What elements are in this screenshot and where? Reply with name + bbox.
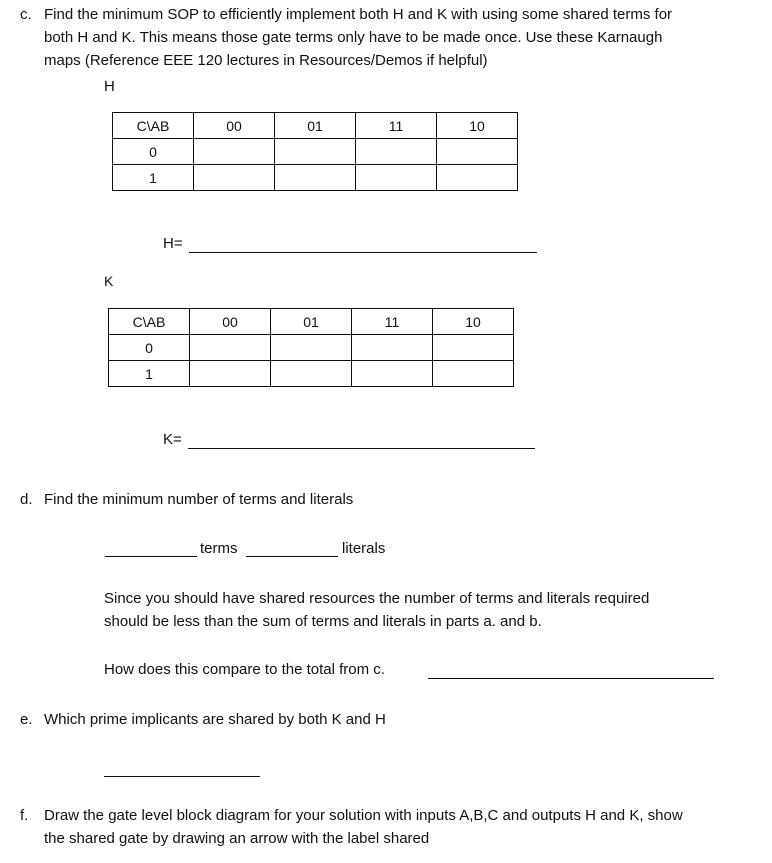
k-map-row-1: [109, 361, 514, 387]
k-map-corner: C\AB: [109, 309, 190, 335]
h-map-cell[interactable]: [194, 139, 275, 165]
k-map-row-label-1: 1: [109, 361, 190, 387]
terms-blank[interactable]: [105, 556, 197, 557]
compare-blank[interactable]: [428, 678, 714, 679]
h-map-cell[interactable]: [275, 139, 356, 165]
part-d-question: Find the minimum number of terms and literals: [44, 491, 354, 508]
h-map-row-1: [113, 165, 518, 191]
h-map-row-label-0: 0: [113, 139, 194, 165]
h-map-cell[interactable]: [194, 165, 275, 191]
part-d-note-line-2: should be less than the sum of terms and literals in parts a. and b.: [104, 613, 542, 630]
part-c-line-2: both H and K. This means those gate terms only have to be made once. Use these Karnaugh: [44, 29, 663, 46]
k-answer-blank[interactable]: [188, 448, 535, 449]
h-map-col-11: 11: [356, 113, 437, 139]
h-answer-label: H=: [163, 235, 183, 252]
part-f-letter: f.: [20, 807, 29, 824]
k-map-cell[interactable]: [190, 361, 271, 387]
k-map-cell[interactable]: [190, 335, 271, 361]
h-map-cell[interactable]: [437, 165, 518, 191]
h-map-col-00: 00: [194, 113, 275, 139]
part-c-letter: c.: [20, 6, 32, 23]
k-map-col-11: 11: [352, 309, 433, 335]
k-map-cell[interactable]: [352, 361, 433, 387]
h-map-cell[interactable]: [437, 139, 518, 165]
k-map-cell[interactable]: [433, 361, 514, 387]
k-answer-label: K=: [163, 431, 182, 448]
k-karnaugh-map: [108, 308, 514, 387]
part-e-letter: e.: [20, 711, 33, 728]
literals-blank[interactable]: [246, 556, 338, 557]
part-c-line-1: Find the minimum SOP to efficiently implement both H and K with using some shared terms for: [44, 6, 673, 23]
k-map-row-label-0: 0: [109, 335, 190, 361]
h-answer-blank[interactable]: [189, 252, 537, 253]
h-map-header-row: [113, 113, 518, 139]
k-map-col-01: 01: [271, 309, 352, 335]
part-f-line-1: Draw the gate level block diagram for your solution with inputs A,B,C and outputs H and K, show: [44, 807, 683, 824]
k-map-cell[interactable]: [271, 335, 352, 361]
h-karnaugh-map: [112, 112, 518, 191]
h-map-cell[interactable]: [356, 165, 437, 191]
k-map-col-10: 10: [433, 309, 514, 335]
h-map-corner: C\AB: [113, 113, 194, 139]
h-map-cell[interactable]: [356, 139, 437, 165]
k-map-cell[interactable]: [352, 335, 433, 361]
k-map-cell[interactable]: [433, 335, 514, 361]
h-map-cell[interactable]: [275, 165, 356, 191]
h-map-col-10: 10: [437, 113, 518, 139]
k-map-col-00: 00: [190, 309, 271, 335]
part-d-letter: d.: [20, 491, 33, 508]
part-e-question: Which prime implicants are shared by both K and H: [44, 711, 386, 728]
k-map-row-0: [109, 335, 514, 361]
part-c-line-3: maps (Reference EEE 120 lectures in Resources/Demos if helpful): [44, 52, 488, 69]
h-map-label: H: [104, 78, 115, 95]
h-map-col-01: 01: [275, 113, 356, 139]
h-map-row-0: [113, 139, 518, 165]
shared-implicants-blank[interactable]: [104, 776, 260, 777]
k-map-header-row: [109, 309, 514, 335]
k-map-label: K: [104, 273, 114, 289]
compare-question: How does this compare to the total from c.: [104, 661, 385, 678]
h-map-row-label-1: 1: [113, 165, 194, 191]
literals-label: literals: [342, 540, 386, 557]
k-map-cell[interactable]: [271, 361, 352, 387]
part-d-note-line-1: Since you should have shared resources the number of terms and literals required: [104, 590, 650, 607]
part-f-line-2: the shared gate by drawing an arrow with the label shared: [44, 830, 430, 847]
terms-label: terms: [200, 540, 238, 557]
